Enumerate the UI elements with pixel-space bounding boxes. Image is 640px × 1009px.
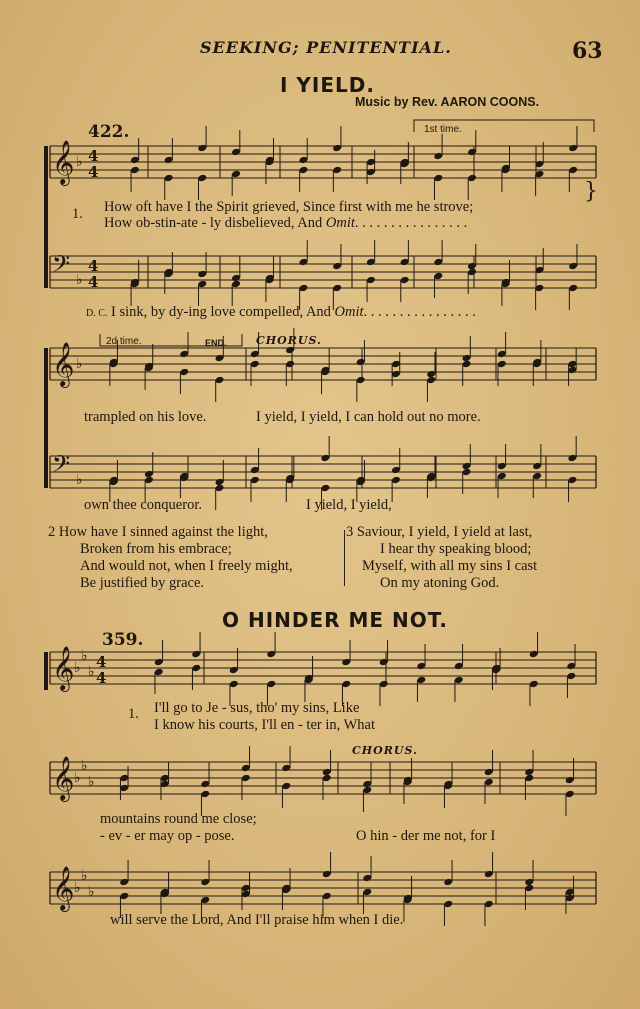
verse-brace: } [584, 179, 598, 204]
hymn-title-o-hinder-me-not: O HINDER ME NOT. [222, 608, 448, 632]
verse-number-1b: 1. [128, 706, 139, 722]
lyric-dc-line: D. C. I sink, by dy-ing love compelled, And Omit. . . . . . . . . . . . . . . . [86, 304, 476, 320]
flat-sign: ♭ [81, 868, 88, 884]
verse-number-1: 1. [72, 206, 83, 222]
chorus-label-1: CHORUS. [256, 334, 322, 347]
flat-sign: ♭ [76, 154, 83, 170]
lyric-chorus-line: I yield, I yield, I can hold out no more. [256, 409, 481, 425]
lyric-trampled: trampled on his love. [84, 409, 207, 425]
lyric-line-2: How ob-stin-ate - ly disbelieved, And Omit. . . . . . . . . . . . . . . . [104, 215, 468, 231]
lyric-own-thee: own thee conqueror. [84, 497, 202, 513]
time-signature-top: 4 [88, 147, 99, 165]
hymn-title-i-yield: I YIELD. [280, 73, 375, 97]
stanza-3: 3 Saviour, I yield, I yield at last, I hear thy speaking blood; Myself, with all my sins I cast On my atoning God. [346, 524, 538, 591]
running-head: SEEKING; PENITENTIAL. [200, 38, 452, 57]
flat-sign: ♭ [76, 472, 83, 488]
flat-sign: ♭ [81, 648, 88, 664]
hymn-number-359: 359. [102, 630, 144, 650]
flat-sign: ♭ [76, 272, 83, 288]
treble-clef: 𝄞 [52, 140, 75, 184]
lyric-will-serve: will serve the Lord, And I'll praise him when I die. [110, 912, 404, 928]
time-signature-bottom: 4 [88, 273, 99, 291]
flat-sign: ♭ [76, 356, 83, 372]
hymn-number-422: 422. [88, 122, 130, 142]
treble-clef: 𝄞 [52, 756, 75, 800]
flat-sign: ♭ [81, 758, 88, 774]
lyric-ill-go: I'll go to Je - sus, tho' my sins, Like [154, 700, 360, 716]
bass-clef: 𝄢 [52, 450, 71, 483]
flat-sign: ♭ [88, 664, 95, 680]
time-signature-top: 4 [88, 257, 99, 275]
lyric-ever-may: - ev - er may op - pose. [100, 828, 235, 844]
first-ending-bracket [414, 120, 594, 132]
lyric-bass-yield: I yield, I yield, [306, 497, 392, 513]
time-signature-bottom: 4 [96, 669, 107, 687]
second-time-label: 2d time. [106, 336, 142, 347]
flat-sign: ♭ [74, 880, 81, 896]
music-credit: Music by Rev. AARON COONS. [355, 95, 540, 109]
stanza-2: 2 How have I sinned against the light, Broken from his embrace; And would not, when I freely might, Be justified by grace. [48, 524, 293, 591]
lyric-mountains: mountains round me close; [100, 811, 257, 827]
flat-sign: ♭ [88, 774, 95, 790]
bass-clef: 𝄢 [52, 250, 71, 283]
end-label: END. [205, 338, 227, 348]
lyric-line-1: How oft have I the Spirit grieved, Since first with me he strove; [104, 199, 474, 215]
lyric-o-hinder: O hin - der me not, for I [356, 828, 496, 844]
time-signature-top: 4 [96, 653, 107, 671]
lyric-i-know: I know his courts, I'll en - ter in, What [154, 717, 376, 733]
treble-clef: 𝄞 [52, 866, 75, 910]
treble-clef: 𝄞 [52, 646, 75, 690]
flat-sign: ♭ [74, 660, 81, 676]
first-time-label: 1st time. [424, 124, 462, 135]
second-ending-bracket [100, 334, 242, 346]
flat-sign: ♭ [74, 770, 81, 786]
flat-sign: ♭ [88, 884, 95, 900]
page-number: 63 [572, 38, 603, 64]
treble-clef: 𝄞 [52, 342, 75, 386]
time-signature-bottom: 4 [88, 163, 99, 181]
chorus-label-2: CHORUS. [352, 744, 418, 757]
